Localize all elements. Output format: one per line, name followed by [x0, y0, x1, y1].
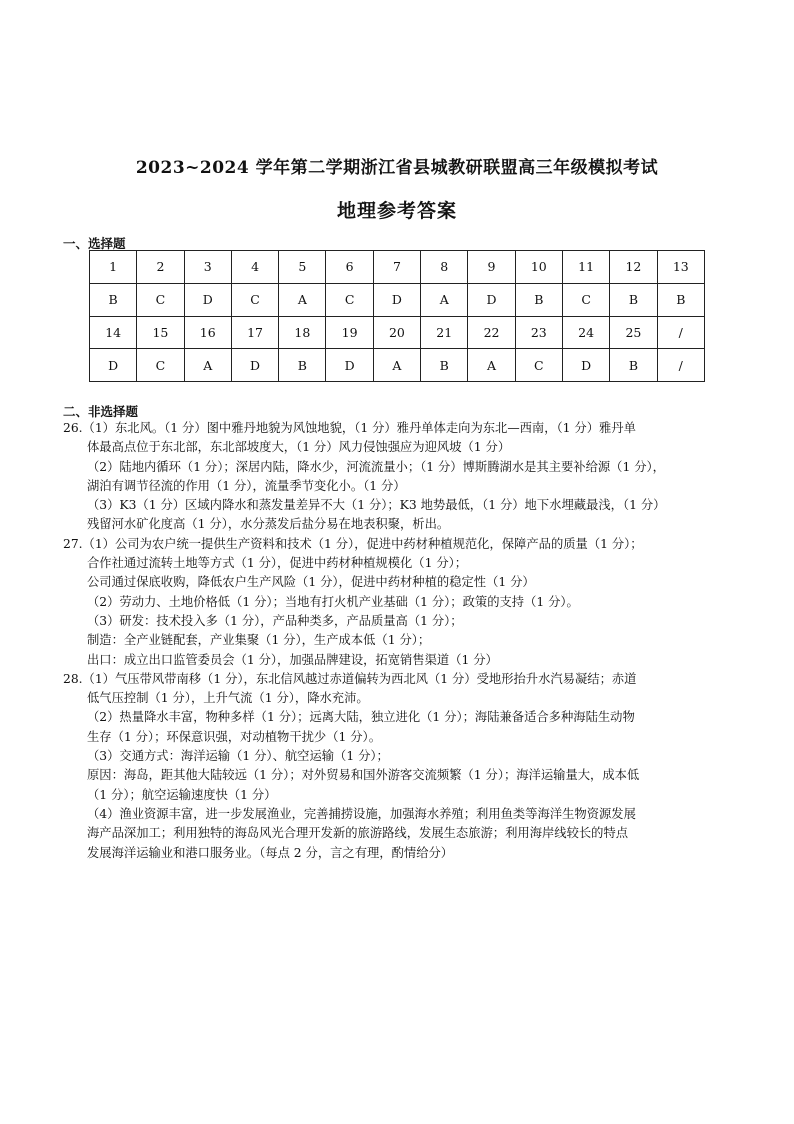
answer-line: 公司通过保底收购，降低农户生产风险（1 分），促进中药材种植的稳定性（1 分）	[87, 575, 535, 590]
answer-cell: C	[326, 283, 373, 316]
answer-line: （2）热量降水丰富，物种多样（1 分）；远离大陆，独立进化（1 分）；海陆兼备适合多种海陆生动物	[87, 710, 635, 725]
answer-line: 低气压控制（1 分），上升气流（1 分），降水充沛。	[87, 691, 369, 706]
answer-cell: A	[468, 349, 515, 382]
answer-cell: D	[326, 349, 373, 382]
answer-line: （1 分）；航空运输速度快（1 分）	[87, 787, 277, 802]
answer-line: 27.（1）公司为农户统一提供生产资料和技术（1 分），促进中药材种植规范化，保障产品的质量（1 分）；	[63, 536, 643, 551]
answer-cell: B	[610, 283, 657, 316]
question-number-cell: 25	[610, 316, 657, 349]
question-number-cell: 8	[421, 251, 468, 284]
answer-cell: B	[279, 349, 326, 382]
answer-row	[90, 349, 705, 382]
question-number-row	[90, 251, 705, 284]
question-number-cell: 11	[562, 251, 609, 284]
question-number-cell: 24	[562, 316, 609, 349]
answer-cell: D	[468, 283, 515, 316]
question-number-cell: 13	[657, 251, 704, 284]
answer-cell: A	[373, 349, 420, 382]
answer-cell: A	[421, 283, 468, 316]
question-number-row	[90, 316, 705, 349]
question-number-cell: 20	[373, 316, 420, 349]
answer-cell: C	[137, 349, 184, 382]
answer-line: 28.（1）气压带风带南移（1 分），东北信风越过赤道偏转为西北风（1 分）受地形抬升水汽易凝结；赤道	[63, 671, 637, 686]
answer-cell: A	[279, 283, 326, 316]
question-number-cell: 21	[421, 316, 468, 349]
answer-line: （2）劳动力、土地价格低（1 分）；当地有打火机产业基础（1 分）；政策的支持（1 分）。	[87, 594, 579, 609]
document-title: 2023~2024 学年第二学期浙江省县城教研联盟高三年级模拟考试	[135, 158, 659, 178]
answer-cell: B	[610, 349, 657, 382]
section-heading-choice: 一、选择题	[63, 236, 126, 251]
question-number-cell: 15	[137, 316, 184, 349]
question-number-cell: 19	[326, 316, 373, 349]
answer-cell: B	[90, 283, 137, 316]
answer-cell: D	[231, 349, 278, 382]
answer-line: 26.（1）东北风。（1 分）图中雅丹地貌为风蚀地貌，（1 分）雅丹单体走向为东北—西南，（1 分）雅丹单	[63, 421, 636, 435]
question-number-cell: 16	[184, 316, 231, 349]
question-number-cell: 18	[279, 316, 326, 349]
question-number-cell: 2	[137, 251, 184, 284]
answer-cell: D	[184, 283, 231, 316]
question-number-cell: 10	[515, 251, 562, 284]
answer-line: 原因：海岛，距其他大陆较远（1 分）；对外贸易和国外游客交流频繁（1 分）；海洋运输量大，成本低	[87, 768, 640, 783]
answer-cell: D	[90, 349, 137, 382]
section-heading-nonchoice: 二、非选择题	[63, 404, 139, 419]
question-number-cell: 1	[90, 251, 137, 284]
answer-line: （3）交通方式：海洋运输（1 分）、航空运输（1 分）；	[87, 749, 389, 764]
answer-line: 生存（1 分）；环保意识强，对动植物干扰少（1 分）。	[87, 729, 381, 744]
answer-line: （3）K3（1 分）区域内降水和蒸发量差异不大（1 分）；K3 地势最低，（1 分）地下水埋藏最浅，（1 分）	[87, 498, 666, 513]
question-number-cell: 12	[610, 251, 657, 284]
question-number-cell: 5	[279, 251, 326, 284]
answer-cell: /	[657, 349, 704, 382]
answer-cell: C	[231, 283, 278, 316]
question-number-cell: /	[657, 316, 704, 349]
answer-line: 海产品深加工；利用独特的海岛风光合理开发新的旅游路线，发展生态旅游；利用海岸线较长的特点	[87, 826, 629, 841]
answer-cell: C	[137, 283, 184, 316]
answer-table	[89, 250, 705, 382]
answer-row	[90, 283, 705, 316]
question-number-cell: 9	[468, 251, 515, 284]
answer-line: 合作社通过流转土地等方式（1 分），促进中药材种植规模化（1 分）；	[87, 556, 468, 571]
answer-line: 发展海洋运输业和港口服务业。（每点 2 分，言之有理，酌情给分）	[87, 845, 454, 860]
answer-cell: B	[657, 283, 704, 316]
answer-cell: D	[562, 349, 609, 382]
question-number-cell: 22	[468, 316, 515, 349]
question-number-cell: 23	[515, 316, 562, 349]
question-number-cell: 7	[373, 251, 420, 284]
question-number-cell: 3	[184, 251, 231, 284]
answer-cell: B	[515, 283, 562, 316]
question-number-cell: 4	[231, 251, 278, 284]
answer-line: （4）渔业资源丰富，进一步发展渔业，完善捕捞设施，加强海水养殖；利用鱼类等海洋生物资源发展	[87, 806, 636, 821]
answer-line: 体最高点位于东北部，东北部坡度大，（1 分）风力侵蚀强应为迎风坡（1 分）	[87, 440, 511, 455]
question-number-cell: 14	[90, 316, 137, 349]
answer-line: 出口：成立出口监管委员会（1 分），加强品牌建设，拓宽销售渠道（1 分）	[87, 652, 498, 667]
question-number-cell: 6	[326, 251, 373, 284]
answer-cell: C	[562, 283, 609, 316]
answer-cell: B	[421, 349, 468, 382]
answer-line: （2）陆地内循环（1 分）；深居内陆，降水少，河流流量小；（1 分）博斯腾湖水是其主要补给源（1 分），	[87, 459, 665, 474]
question-number-cell: 17	[231, 316, 278, 349]
answer-cell: D	[373, 283, 420, 316]
answer-text	[63, 419, 743, 863]
answer-line: 湖泊有调节径流的作用（1 分），流量季节变化小。（1 分）	[87, 478, 406, 493]
answer-line: 残留河水矿化度高（1 分），水分蒸发后盐分易在地表积聚，析出。	[87, 517, 450, 532]
answer-cell: A	[184, 349, 231, 382]
answer-line: 制造：全产业链配套，产业集聚（1 分），生产成本低（1 分）；	[87, 633, 431, 648]
answer-cell: C	[515, 349, 562, 382]
document-subtitle: 地理参考答案	[336, 200, 457, 222]
answer-line: （3）研发：技术投入多（1 分），产品种类多，产品质量高（1 分）；	[87, 613, 463, 628]
